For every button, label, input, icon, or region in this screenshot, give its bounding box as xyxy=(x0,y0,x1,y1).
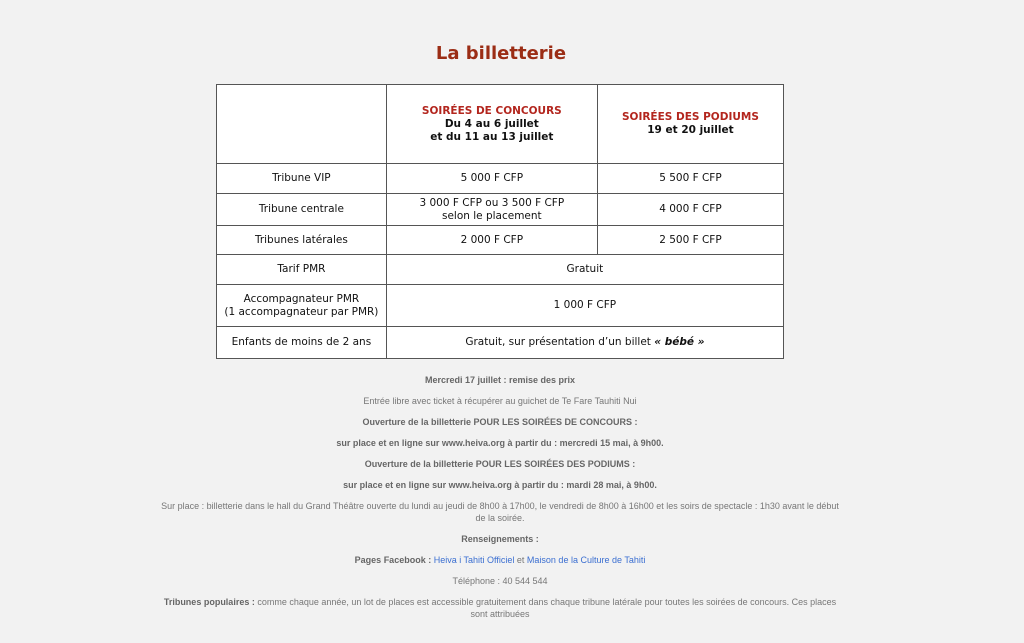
header-empty-cell xyxy=(217,85,387,164)
info-heading: Renseignements : xyxy=(461,534,539,544)
row-label-line2: (1 accompagnateur par PMR) xyxy=(224,305,379,318)
table-row xyxy=(217,255,784,285)
popular-stands-label: Tribunes populaires : xyxy=(163,597,255,607)
table-row xyxy=(217,285,784,327)
facebook-label: Pages Facebook : xyxy=(354,555,434,565)
popular-stands-text xyxy=(160,596,840,620)
row-label: Enfants de moins de 2 ans xyxy=(217,327,387,359)
concours-title: SOIRÉES DE CONCOURS xyxy=(421,104,562,117)
row-label-line1: Accompagnateur PMR xyxy=(243,292,360,305)
price-podiums: 2 500 F CFP xyxy=(597,226,783,255)
maison-culture-facebook-link[interactable]: Maison de la Culture de Tahiti xyxy=(526,555,646,565)
facebook-pages xyxy=(160,554,840,566)
concours-dates-2: et du 11 au 13 juillet xyxy=(430,130,554,143)
price-concours xyxy=(386,194,597,226)
price-both xyxy=(386,327,783,359)
pricing-table xyxy=(216,84,784,359)
concours-opening-details: sur place et en ligne sur www.heiva.org à partir du : mercredi 15 mai, à 9h00. xyxy=(336,438,664,448)
heiva-facebook-link[interactable]: Heiva i Tahiti Officiel xyxy=(433,555,515,565)
price-concours-line1: 3 000 F CFP ou 3 500 F CFP xyxy=(419,196,565,209)
info-section xyxy=(160,374,840,620)
table-row xyxy=(217,327,784,359)
podiums-dates: 19 et 20 juillet xyxy=(647,124,734,136)
concours-dates-1: Du 4 au 6 juillet xyxy=(444,117,539,130)
phone-text: Téléphone : 40 544 544 xyxy=(452,576,548,586)
table-row xyxy=(217,164,784,194)
free-entry-text: Entrée libre avec ticket à récupérer au guichet de Te Fare Tauhiti Nui xyxy=(363,396,637,406)
podiums-opening-heading: Ouverture de la billetterie POUR LES SOIRÉES DES PODIUMS : xyxy=(364,459,636,469)
table-header-row xyxy=(217,85,784,164)
row-label: Tribunes latérales xyxy=(217,226,387,255)
awards-date: Mercredi 17 juillet : remise des prix xyxy=(424,375,576,385)
table-row xyxy=(217,226,784,255)
facebook-separator: et xyxy=(514,555,527,565)
price-both: 1 000 F CFP xyxy=(386,285,783,327)
header-podiums-cell xyxy=(597,85,783,164)
price-both-emphasis: « bébé » xyxy=(654,336,705,348)
podiums-opening-details: sur place et en ligne sur www.heiva.org à partir du : mardi 28 mai, à 9h00. xyxy=(343,480,657,490)
price-podiums: 5 500 F CFP xyxy=(597,164,783,194)
page-title: La billetterie xyxy=(435,43,567,65)
header-concours-cell xyxy=(386,85,597,164)
row-label: Tribune VIP xyxy=(217,164,387,194)
popular-stands-body: comme chaque année, un lot de places est accessible gratuitement dans chaque tribune latérale pour toutes les soirées de concours. Ces places sont attribuées xyxy=(254,597,837,619)
price-concours: 2 000 F CFP xyxy=(386,226,597,255)
table-row xyxy=(217,194,784,226)
onsite-hours-text: Sur place : billetterie dans le hall du Grand Théâtre ouverte du lundi au jeudi de 8h00 à 17h00, le vendredi de 8h00 à 16h00 et les soirs de spectacle : 1h30 avant le début de la soirée. xyxy=(161,501,839,523)
row-label: Tribune centrale xyxy=(217,194,387,226)
row-label: Tarif PMR xyxy=(217,255,387,285)
price-concours: 5 000 F CFP xyxy=(386,164,597,194)
price-podiums: 4 000 F CFP xyxy=(597,194,783,226)
row-label xyxy=(217,285,387,327)
price-both-text: Gratuit, sur présentation d’un billet xyxy=(465,336,655,348)
concours-opening-heading: Ouverture de la billetterie POUR LES SOIRÉES DE CONCOURS : xyxy=(362,417,638,427)
price-concours-line2: selon le placement xyxy=(441,209,542,222)
podiums-title: SOIRÉES DES PODIUMS xyxy=(621,111,759,123)
price-both: Gratuit xyxy=(386,255,783,285)
